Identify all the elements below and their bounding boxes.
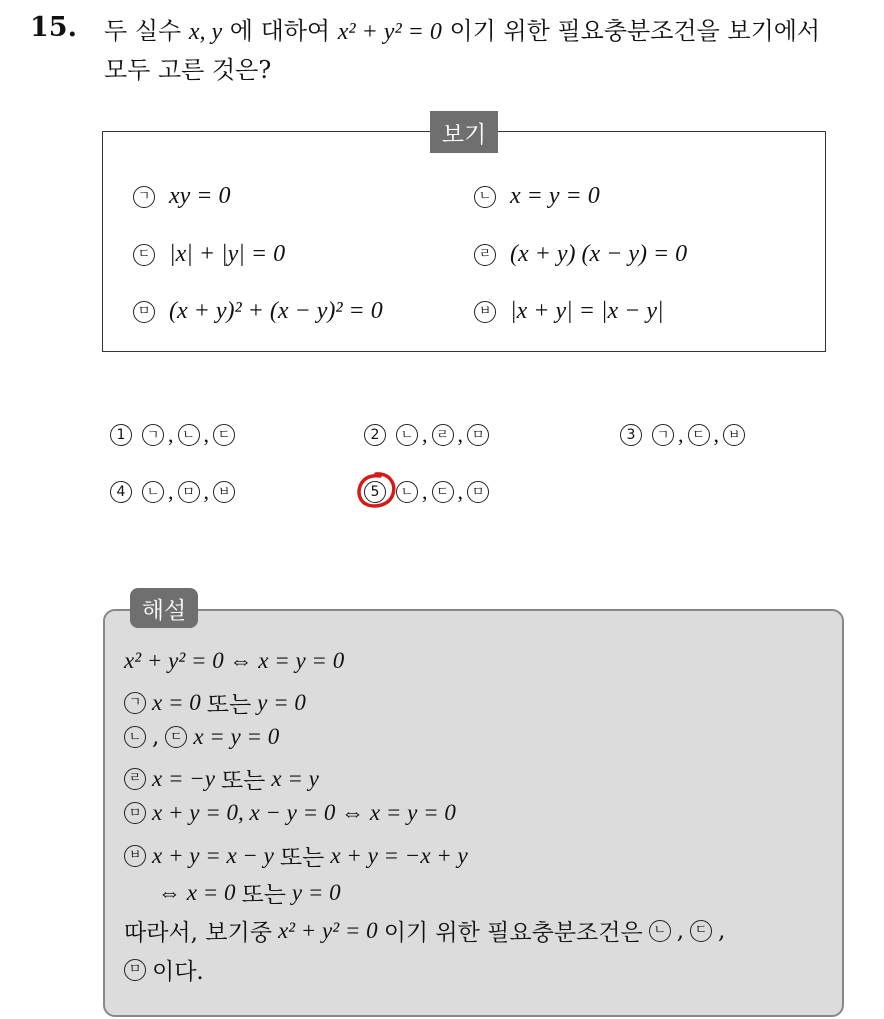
solution-line-4 xyxy=(124,762,319,795)
solution-line-7 xyxy=(158,876,341,909)
choice-4[interactable] xyxy=(110,479,235,505)
option-symbol: ㄱ xyxy=(652,424,674,446)
choice-options: ㄱ , ㄴ , ㄷ xyxy=(142,422,235,448)
choice-1[interactable] xyxy=(110,422,235,448)
solution-eq: x + y = 0, x − y = 0 ⇔ x = y = 0 xyxy=(152,800,456,825)
solution-eq: x + y = x − y xyxy=(152,842,274,868)
bogi-expr: (x + y) (x − y) = 0 xyxy=(510,241,688,267)
solution-line-5 xyxy=(124,800,456,826)
solution-word: 또는 xyxy=(220,768,266,794)
solution-eq: y = 0 xyxy=(257,689,306,715)
option-symbol: ㅂ xyxy=(723,424,745,446)
bogi-item-6 xyxy=(474,298,664,325)
bogi-expr: |x + y| = |x − y| xyxy=(510,298,664,324)
solution-text: 이다. xyxy=(152,959,204,985)
option-symbol: ㄷ xyxy=(213,424,235,446)
choice-options: ㄴ , ㄹ , ㅁ xyxy=(396,422,489,448)
option-symbol: ㅂ xyxy=(213,481,235,503)
solution-line-1 xyxy=(124,648,344,674)
solution-eq: y = 0 xyxy=(291,879,341,905)
solution-line-3: ㄴ , ㄷ x = y = 0 xyxy=(124,724,279,750)
option-symbol: ㄹ xyxy=(432,424,454,446)
solution-symbol: ㄱ xyxy=(124,692,146,714)
option-symbol: ㄷ xyxy=(688,424,710,446)
solution-word: 또는 xyxy=(241,882,286,908)
question-line1-a: 두 실수 xyxy=(104,17,189,45)
bogi-expr: xy = 0 xyxy=(169,183,231,209)
choice-2[interactable] xyxy=(364,422,489,448)
solution-word: 또는 xyxy=(206,692,252,718)
bogi-item-3 xyxy=(133,241,285,268)
solution-symbol: ㅁ xyxy=(124,959,146,981)
option-symbol: ㄴ xyxy=(178,424,200,446)
choice-number: 2 xyxy=(364,424,386,446)
question-line1-c: 이기 위한 필요충분조건을 보기에서 xyxy=(441,17,821,45)
solution-line-6 xyxy=(124,839,468,872)
bogi-symbol: ㄷ xyxy=(133,244,155,266)
bogi-symbol: ㅁ xyxy=(133,301,155,323)
bogi-symbol: ㄴ xyxy=(474,186,496,208)
question-vars: x, y xyxy=(188,19,223,45)
solution-eq: x = 0 xyxy=(152,689,201,715)
bogi-item-4 xyxy=(474,241,687,268)
solution-tab: 해설 xyxy=(130,588,198,628)
choice-number: 5 xyxy=(364,481,386,503)
solution-eq: x = y xyxy=(271,765,319,791)
option-symbol: ㅁ xyxy=(467,481,489,503)
bogi-expr: x = y = 0 xyxy=(510,183,600,209)
choice-options: ㄴ , ㅁ , ㅂ xyxy=(142,479,235,505)
option-symbol: ㄴ xyxy=(396,481,418,503)
solution-line-9 xyxy=(124,953,204,986)
solution-symbol: ㄷ xyxy=(690,920,712,942)
option-symbol: ㄴ xyxy=(142,481,164,503)
solution-symbol: ㄹ xyxy=(124,768,146,790)
bogi-item-2 xyxy=(474,183,600,210)
bogi-symbol: ㄹ xyxy=(474,244,496,266)
solution-symbol: ㄴ xyxy=(124,726,146,748)
bogi-item-5 xyxy=(133,298,383,325)
bogi-symbol: ㄱ xyxy=(133,186,155,208)
bogi-item-1 xyxy=(133,183,231,210)
solution-text: 따라서, 보기중 xyxy=(124,920,272,946)
bogi-symbol: ㅂ xyxy=(474,301,496,323)
choice-number: 1 xyxy=(110,424,132,446)
choice-options: ㄱ , ㄷ , ㅂ xyxy=(652,422,745,448)
bogi-expr: (x + y)² + (x − y)² = 0 xyxy=(169,298,383,324)
solution-symbol: ㅁ xyxy=(124,802,146,824)
solution-symbol: ㅂ xyxy=(124,845,146,867)
solution-word: 또는 xyxy=(279,845,325,871)
question-equation: x² + y² = 0 xyxy=(337,19,442,45)
question-number: 15. xyxy=(30,12,77,43)
solution-line-2 xyxy=(124,686,306,719)
question-line2: 모두 고른 것은? xyxy=(104,56,272,84)
choice-number: 4 xyxy=(110,481,132,503)
option-symbol: ㅁ xyxy=(178,481,200,503)
question-line1-b: 에 대하여 xyxy=(222,17,338,45)
solution-eq: x = y = 0 xyxy=(193,724,280,749)
bogi-tab: 보기 xyxy=(430,111,498,153)
question-text xyxy=(104,12,874,89)
solution-line-8: 따라서, 보기중 x² + y² = 0 이기 위한 필요충분조건은 ㄴ , ㄷ , xyxy=(124,914,725,947)
solution-eq: x = −y xyxy=(152,765,215,791)
option-symbol: ㄴ xyxy=(396,424,418,446)
bogi-expr: |x| + |y| = 0 xyxy=(169,241,286,267)
solution-text: 이기 위한 필요충분조건은 xyxy=(383,920,643,946)
option-symbol: ㅁ xyxy=(467,424,489,446)
answer-circle-mark xyxy=(354,470,398,510)
solution-eq: ⇔ x = 0 xyxy=(158,879,236,905)
solution-symbol: ㄷ xyxy=(165,726,187,748)
choice-number: 3 xyxy=(620,424,642,446)
solution-symbol: ㄴ xyxy=(649,920,671,942)
choice-options: ㄴ , ㄷ , ㅁ xyxy=(396,479,489,505)
option-symbol: ㄷ xyxy=(432,481,454,503)
solution-eq: x² + y² = 0 ⇔ x = y = 0 xyxy=(124,648,345,673)
choice-3[interactable] xyxy=(620,422,745,448)
option-symbol: ㄱ xyxy=(142,424,164,446)
solution-eq: x + y = −x + y xyxy=(330,842,468,868)
solution-eq: x² + y² = 0 xyxy=(277,917,378,943)
